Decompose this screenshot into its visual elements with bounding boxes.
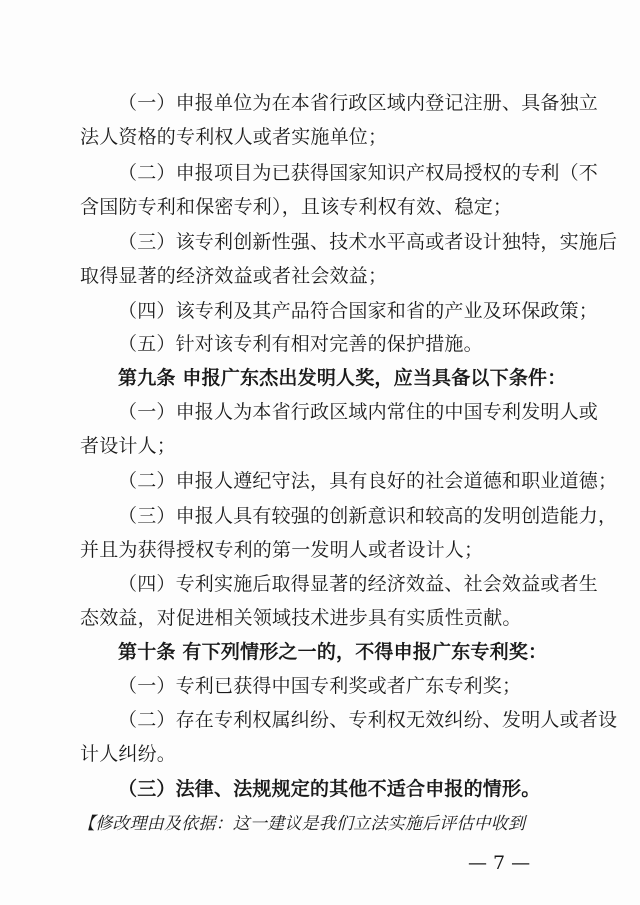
paragraph-line: （二）存在专利权属纠纷、专利权无效纠纷、发明人或者设: [118, 709, 618, 731]
paragraph-line: 计人纠纷。: [80, 743, 177, 765]
paragraph-line: 含国防专利和保密专利），且该专利权有效、稳定；: [80, 196, 513, 218]
revision-note-line: 【修改理由及依据：这一建议是我们立法实施后评估中收到: [78, 814, 526, 834]
paragraph-line: （五）针对该专利有相对完善的保护措施。: [118, 333, 483, 355]
paragraph-line: （一）申报单位为在本省行政区域内登记注册、具备独立: [118, 92, 599, 114]
article-heading: 第九条 申报广东杰出发明人奖，应当具备以下条件：: [118, 367, 567, 389]
paragraph-line: 者设计人；: [80, 435, 177, 457]
paragraph-line: （四）专利实施后取得显著的经济效益、社会效益或者生: [118, 573, 599, 595]
paragraph-line: （四）该专利及其产品符合国家和省的产业及环保政策；: [118, 300, 599, 322]
paragraph-line: 取得显著的经济效益或者社会效益；: [80, 265, 388, 287]
paragraph-line: （二）申报人遵纪守法，具有良好的社会道德和职业道德；: [118, 470, 618, 492]
paragraph-line: （三）该专利创新性强、技术水平高或者设计独特，实施后: [118, 231, 618, 253]
article-heading: 第十条 有下列情形之一的，不得申报广东专利奖：: [118, 641, 548, 663]
paragraph-line: （一）专利已获得中国专利奖或者广东专利奖；: [118, 675, 522, 697]
page-number: — 7 —: [468, 852, 531, 874]
paragraph-line: （二）申报项目为已获得国家知识产权局授权的专利（不: [118, 162, 599, 184]
paragraph-line: （三）申报人具有较强的创新意识和较高的发明创造能力，: [118, 505, 618, 527]
paragraph-line: 态效益，对促进相关领域技术进步具有实质性贡献。: [80, 607, 522, 629]
paragraph-line: （一）申报人为本省行政区域内常住的中国专利发明人或: [118, 401, 599, 423]
paragraph-line: 法人资格的专利权人或者实施单位；: [80, 126, 388, 148]
paragraph-line: （三）法律、法规规定的其他不适合申报的情形。: [118, 778, 541, 800]
paragraph-line: 并且为获得授权专利的第一发明人或者设计人；: [80, 539, 484, 561]
